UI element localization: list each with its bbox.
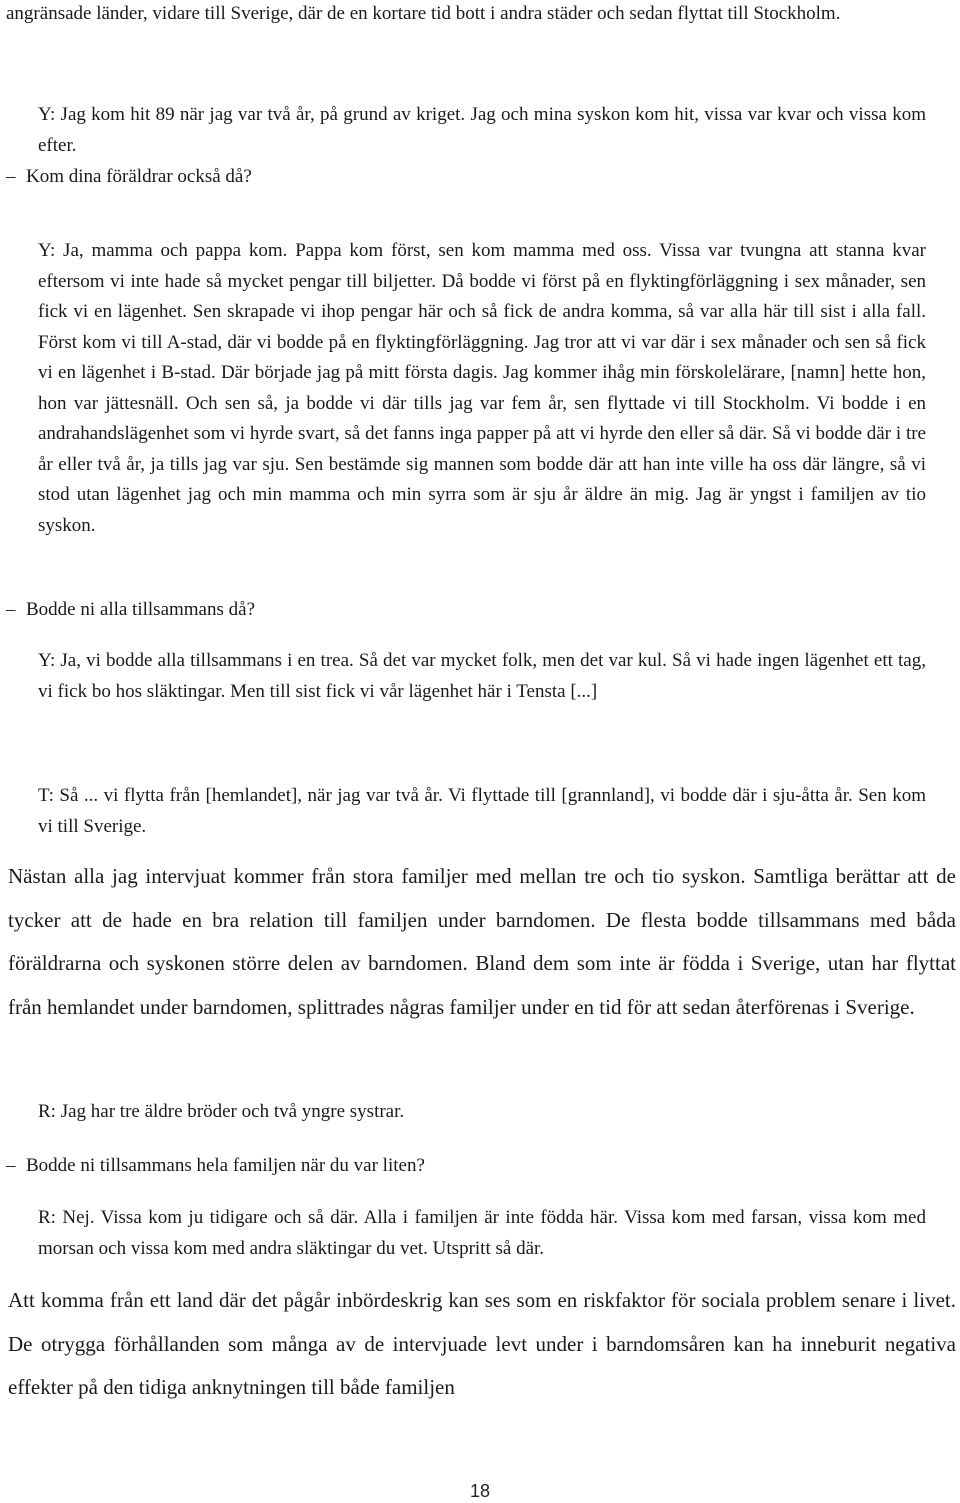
question-text: Bodde ni tillsammans hela familjen när du var liten? [26,1155,425,1176]
question-dash: – [6,1155,16,1176]
quote-answer-y-2: Y: Ja, mamma och pappa kom. Pappa kom först, sen kom mamma med oss. Vissa var tvungna att stanna kvar eftersom vi inte hade så mycket pengar till biljetter. Då bodde vi först på en flyktingförläggning i sex månader, sen fick vi en lägenhet. Sen skrapade vi ihop pengar här och så fick de andra komma, så var alla här till sist i alla fall. Först kom vi till A-stad, där vi bodde på en flyktingförläggning. Jag tror att vi var där i sex månader och sen så fick vi en lägenhet i B-stad. Där började jag på mitt första dagis. Jag kommer ihåg min förskolelärare, [namn] hette hon, hon var jättesnäll. Och sen så, ja bodde vi där tills jag var fem år, sen flyttade vi till Stockholm. Vi bodde i en andrahandslägenhet som vi hyrde svart, så det fanns inga papper på att vi hyrde den eller så där. Så vi bodde där i tre år eller två år, ja tills jag var sju. Sen bestämde sig mannen som bodde där att han inte ville ha oss där längre, så vi stod utan lägenhet jag och min mamma och min syrra som är sju år äldre än mig. Jag är yngst i familjen av tio syskon. [38,240,926,536]
interview-question-2 [6,595,255,625]
question-dash: – [6,599,16,620]
question-text: Bodde ni alla tillsammans då? [26,599,256,620]
question-dash: – [6,166,16,187]
interview-question-1 [6,162,252,192]
page-number: 18 [469,1481,491,1501]
quote-answer-t: T: Så ... vi flytta från [hemlandet], när jag var två år. Vi flyttade till [grannland], vi bodde där i sju-åtta år. Sen kom vi till Sverige. [38,785,926,837]
quote-answer-r-2: R: Nej. Vissa kom ju tidigare och så där. Alla i familjen är inte födda här. Vissa kom med farsan, vissa kom med morsan och vissa kom med andra släktingar du vet. Utspritt så där. [38,1207,926,1259]
quote-answer-y-1: Y: Jag kom hit 89 när jag var två år, på grund av kriget. Jag och mina syskon kom hit, vissa var kvar och vissa kom efter. [38,104,926,156]
quote-answer-r-1: R: Jag har tre äldre bröder och två yngre systrar. [38,1101,405,1122]
body-paragraph-2: Att komma från ett land där det pågår inbördeskrig kan ses som en riskfaktor för sociala problem senare i livet. De otrygga förhållanden som många av de intervjuade levt under i barndomsåren kan ha inneburit negativa effekter på den tidiga anknytningen till både familjen [8,1288,956,1399]
body-paragraph-1: Nästan alla jag intervjuat kommer från stora familjer med mellan tre och tio syskon. Samtliga berättar att de tycker att de hade en bra relation till familjen under barndomen. De flesta bodde tillsammans med båda föräldrarna och syskonen större delen av barndomen. Bland dem som inte är födda i Sverige, utan har flyttat från hemlandet under barndomen, splittrades någras familjer under en tid för att sedan återförenas i Sverige. [8,864,956,1019]
quote-answer-y-3: Y: Ja, vi bodde alla tillsammans i en trea. Så det var mycket folk, men det var kul. Så vi hade ingen lägenhet ett tag, vi fick bo hos släktingar. Men till sist fick vi vår lägenhet här i Tensta [...] [38,650,926,702]
interview-question-3 [6,1151,425,1181]
continuation-paragraph: angränsade länder, vidare till Sverige, där de en kortare tid bott i andra städer och sedan flyttat till Stockholm. [6,3,841,24]
question-text: Kom dina föräldrar också då? [26,166,252,187]
